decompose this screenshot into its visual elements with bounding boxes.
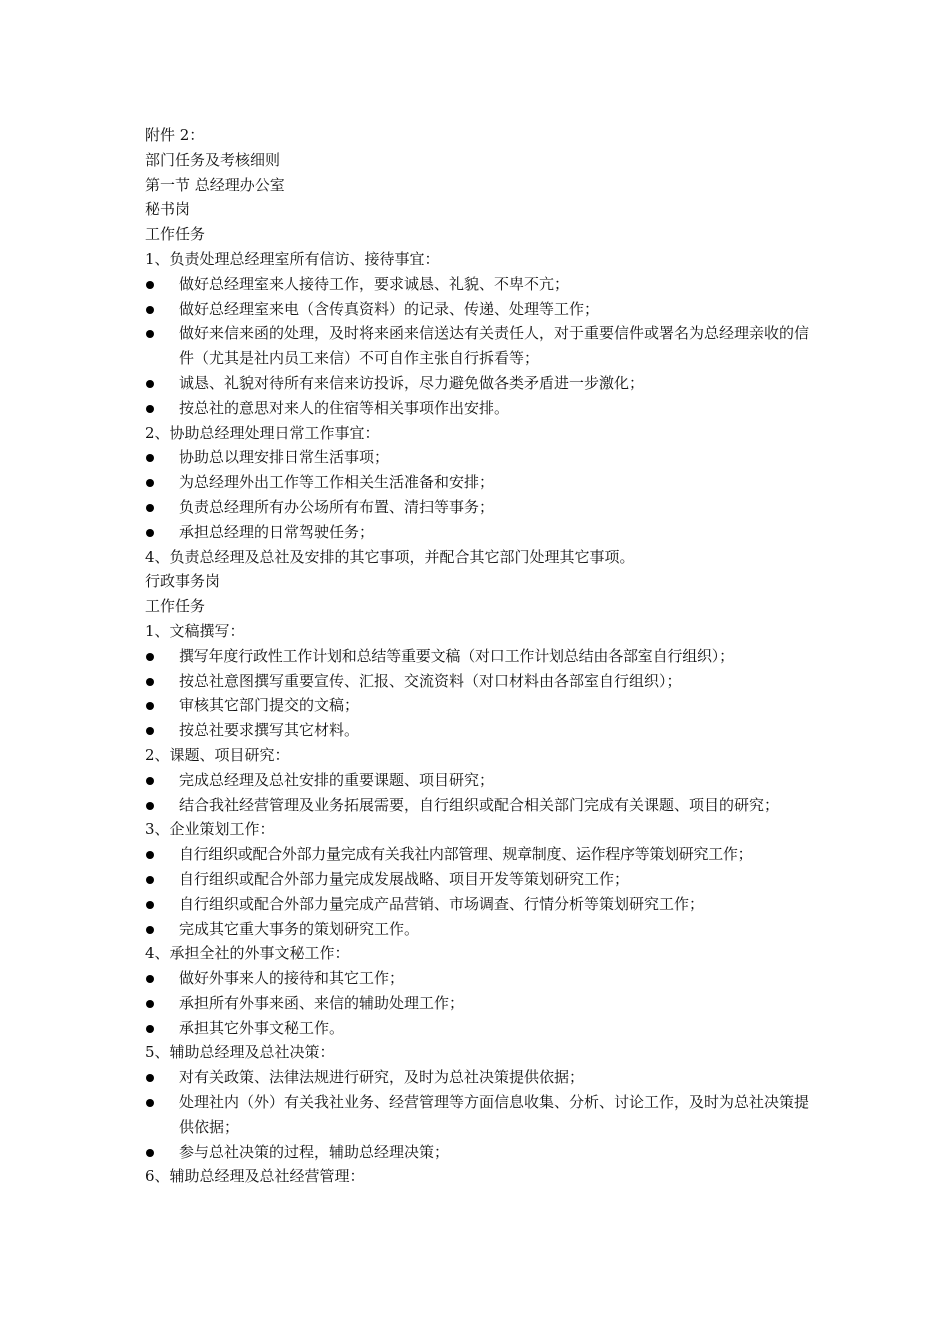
bullet-icon bbox=[146, 802, 154, 810]
list-item: 做好外事来人的接待和其它工作； bbox=[145, 966, 825, 991]
bullet-icon bbox=[146, 1000, 154, 1008]
list-item: 自行组织或配合外部力量完成发展战略、项目开发等策划研究工作； bbox=[145, 867, 825, 892]
task-group-heading: 3、企业策划工作： bbox=[145, 820, 275, 839]
bullet-icon bbox=[146, 405, 154, 413]
list-item: 对有关政策、法律法规进行研究，及时为总社决策提供依据； bbox=[145, 1065, 825, 1090]
post-title-secretary: 秘书岗 bbox=[145, 200, 191, 219]
list-item: 完成总经理及总社安排的重要课题、项目研究； bbox=[145, 768, 825, 793]
list-item: 审核其它部门提交的文稿； bbox=[145, 693, 825, 718]
task-group-heading: 4、承担全社的外事文秘工作： bbox=[145, 944, 350, 963]
bullet-icon bbox=[146, 876, 154, 884]
list-item: 协助总以理安排日常生活事项； bbox=[145, 445, 825, 470]
list-item: 按总社要求撰写其它材料。 bbox=[145, 718, 825, 743]
task-group-heading: 6、辅助总经理及总社经营管理： bbox=[145, 1167, 365, 1186]
bullet-icon bbox=[146, 306, 154, 314]
list-item: 承担所有外事来函、来信的辅助处理工作； bbox=[145, 991, 825, 1016]
bullet-icon bbox=[146, 504, 154, 512]
bullet-icon bbox=[146, 702, 154, 710]
list-item: 诚恳、礼貌对待所有来信来访投诉，尽力避免做各类矛盾进一步激化； bbox=[145, 371, 825, 396]
list-item: 做好总经理室来人接待工作，要求诚恳、礼貌、不卑不亢； bbox=[145, 272, 825, 297]
list-item: 自行组织或配合外部力量完成产品营销、市场调查、行情分析等策划研究工作； bbox=[145, 892, 825, 917]
list-item: 承担其它外事文秘工作。 bbox=[145, 1016, 825, 1041]
list-item: 为总经理外出工作等工作相关生活准备和安排； bbox=[145, 470, 825, 495]
task-group-heading: 1、负责处理总经理室所有信访、接待事宜： bbox=[145, 249, 440, 268]
tasks-heading: 工作任务 bbox=[145, 597, 206, 616]
list-item: 承担总经理的日常驾驶任务； bbox=[145, 520, 825, 545]
bullet-icon bbox=[146, 1074, 154, 1082]
section-heading: 第一节 总经理办公室 bbox=[145, 175, 285, 194]
list-item: 做好总经理室来电（含传真资料）的记录、传递、处理等工作； bbox=[145, 297, 825, 322]
list-item: 参与总社决策的过程，辅助总经理决策； bbox=[145, 1140, 825, 1165]
bullet-icon bbox=[146, 777, 154, 785]
list-item: 完成其它重大事务的策划研究工作。 bbox=[145, 917, 825, 942]
bullet-icon bbox=[146, 727, 154, 735]
bullet-icon bbox=[146, 529, 154, 537]
task-group-heading: 2、协助总经理处理日常工作事宜： bbox=[145, 423, 380, 442]
bullet-icon bbox=[146, 330, 154, 338]
task-group-heading: 5、辅助总经理及总社决策： bbox=[145, 1043, 335, 1062]
bullet-icon bbox=[146, 975, 154, 983]
list-item: 撰写年度行政性工作计划和总结等重要文稿（对口工作计划总结由各部室自行组织）； bbox=[145, 644, 825, 669]
list-item: 按总社意图撰写重要宣传、汇报、交流资料（对口材料由各部室自行组织）； bbox=[145, 669, 825, 694]
bullet-icon bbox=[146, 851, 154, 859]
document-page bbox=[145, 123, 825, 1189]
list-item: 做好来信来函的处理，及时将来函来信送达有关责任人，对于重要信件或署名为总经理亲收的信件（尤其是社内员工来信）不可自作主张自行拆看等； bbox=[145, 321, 825, 371]
document-title: 部门任务及考核细则 bbox=[145, 150, 281, 169]
attachment-label: 附件 2： bbox=[145, 126, 205, 144]
bullet-icon bbox=[146, 479, 154, 487]
bullet-icon bbox=[146, 1099, 154, 1107]
tasks-heading: 工作任务 bbox=[145, 225, 206, 244]
task-group-heading: 4、负责总经理及总社及安排的其它事项，并配合其它部门处理其它事项。 bbox=[145, 547, 635, 566]
bullet-icon bbox=[146, 926, 154, 934]
list-item: 处理社内（外）有关我社业务、经营管理等方面信息收集、分析、讨论工作，及时为总社决策提供依据； bbox=[145, 1090, 825, 1140]
list-item: 负责总经理所有办公场所有布置、清扫等事务； bbox=[145, 495, 825, 520]
task-group-heading: 2、课题、项目研究： bbox=[145, 745, 290, 764]
bullet-icon bbox=[146, 901, 154, 909]
bullet-icon bbox=[146, 380, 154, 388]
bullet-icon bbox=[146, 1025, 154, 1033]
list-item: 结合我社经营管理及业务拓展需要，自行组织或配合相关部门完成有关课题、项目的研究； bbox=[145, 793, 825, 818]
list-item: 自行组织或配合外部力量完成有关我社内部管理、规章制度、运作程序等策划研究工作； bbox=[145, 842, 825, 867]
post-title-admin: 行政事务岗 bbox=[145, 572, 221, 591]
bullet-icon bbox=[146, 653, 154, 661]
bullet-icon bbox=[146, 454, 154, 462]
bullet-icon bbox=[146, 281, 154, 289]
list-item: 按总社的意思对来人的住宿等相关事项作出安排。 bbox=[145, 396, 825, 421]
bullet-icon bbox=[146, 1149, 154, 1157]
task-group-heading: 1、文稿撰写： bbox=[145, 621, 245, 640]
bullet-icon bbox=[146, 678, 154, 686]
